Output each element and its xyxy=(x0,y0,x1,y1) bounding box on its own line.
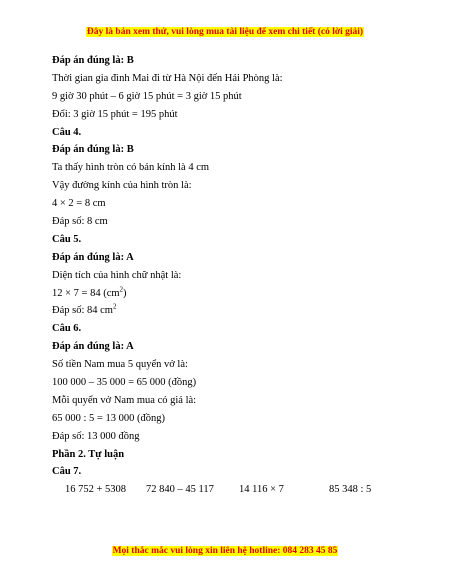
expression-3: 14 116 × 7 xyxy=(239,484,284,496)
answer-line: Đáp án đúng là: A xyxy=(52,251,134,263)
text-line: 9 giờ 30 phút – 6 giờ 15 phút = 3 giờ 15 phút xyxy=(52,90,242,102)
expression-2: 72 840 – 45 117 xyxy=(146,484,214,496)
answer-line: Đáp án đúng là: A xyxy=(52,341,134,353)
text-line: Đổi: 3 giờ 15 phút = 195 phút xyxy=(52,108,178,120)
area-formula-line xyxy=(52,285,412,303)
superscript: 2 xyxy=(119,285,124,294)
question-heading-7: Câu 7. xyxy=(52,466,82,478)
section-heading: Phần 2. Tự luận xyxy=(52,448,125,460)
area-result-line xyxy=(52,302,412,320)
text-line: Mỗi quyển vở Nam mua có giá là: xyxy=(52,394,197,406)
expression-row xyxy=(52,481,412,499)
question-heading-4: Câu 4. xyxy=(52,126,82,138)
hotline-banner xyxy=(0,546,450,556)
text-line: Ta thấy hình tròn có bán kính là 4 cm xyxy=(52,162,210,174)
question-heading-5: Câu 5. xyxy=(52,233,82,245)
text-line: 4 × 2 = 8 cm xyxy=(52,198,106,210)
closing-paren: ) xyxy=(123,287,127,299)
text-line: Thời gian gia đình Mai đi từ Hà Nội đến Hải Phòng là: xyxy=(52,72,283,84)
text-line: 65 000 : 5 = 13 000 (đồng) xyxy=(52,412,165,424)
answer-line: Đáp án đúng là: B xyxy=(52,55,134,66)
expression-4: 85 348 : 5 xyxy=(329,484,372,496)
preview-notice-text: Đây là bản xem thử, vui lòng mua tài liệu để xem chi tiết (có lời giải) xyxy=(86,27,364,37)
text-line: 100 000 – 35 000 = 65 000 (đồng) xyxy=(52,377,197,389)
text-line: Đáp số: 8 cm xyxy=(52,216,108,228)
text-line: Vậy đường kính của hình tròn là: xyxy=(52,180,192,192)
superscript: 2 xyxy=(112,302,117,311)
text-line: Diện tích của hình chữ nhật là: xyxy=(52,269,182,281)
area-formula-text: 12 × 7 = 84 (cm xyxy=(52,287,120,299)
text-line: Đáp số: 13 000 đồng xyxy=(52,430,140,442)
question-heading-6: Câu 6. xyxy=(52,323,82,335)
area-result-text: Đáp số: 84 cm xyxy=(52,305,113,317)
expression-1: 16 752 + 5308 xyxy=(65,484,127,496)
answer-line: Đáp án đúng là: B xyxy=(52,144,134,156)
hotline-text: Mọi thắc mắc vui lòng xin liên hệ hotline: 084 283 45 85 xyxy=(112,546,338,556)
document-body xyxy=(52,52,412,499)
text-line: Số tiền Nam mua 5 quyển vở là: xyxy=(52,359,188,371)
preview-notice-banner xyxy=(0,27,450,37)
